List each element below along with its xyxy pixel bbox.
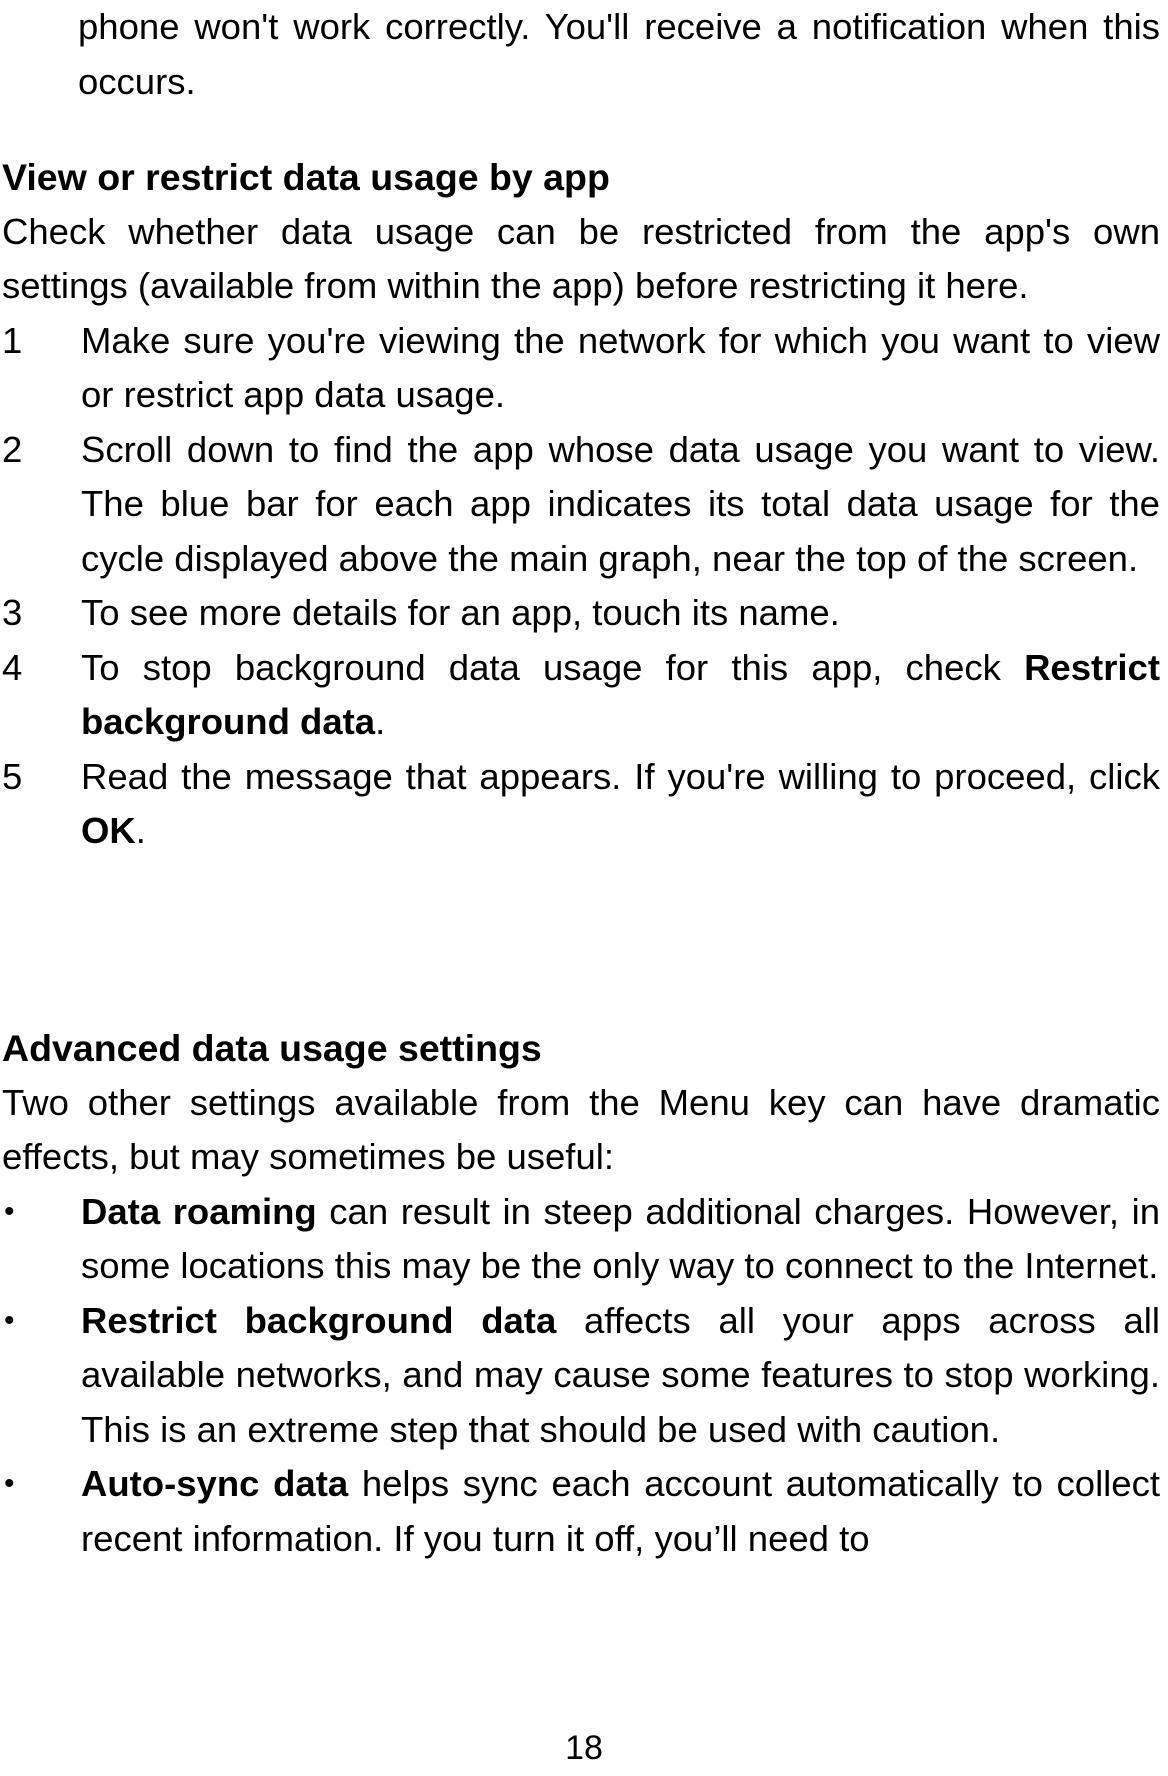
- list-item: [2, 641, 1160, 750]
- list-item: [2, 586, 1160, 641]
- list-item: [2, 1294, 1160, 1458]
- section-heading: Advanced data usage settings: [2, 1027, 542, 1069]
- list-item: [2, 750, 1160, 859]
- step-number: 4: [2, 646, 23, 688]
- step-number: 5: [2, 755, 23, 797]
- emphasis-label: Auto-sync data: [81, 1463, 349, 1504]
- emphasis-label: Restrict background data: [81, 1299, 557, 1341]
- bullet-text: affects all your apps across all available networks, and may cause some features to stop working. This is an extreme step that should be used with caution.: [81, 1299, 1161, 1450]
- bullet-icon: •: [4, 1467, 15, 1500]
- emphasis-label: Data roaming: [81, 1190, 317, 1232]
- step-text: To see more details for an app, touch its name.: [81, 592, 840, 633]
- step-number: 3: [2, 592, 23, 633]
- list-item: [2, 1185, 1160, 1294]
- list-item: [2, 423, 1160, 587]
- bullet-list: [2, 1185, 1160, 1567]
- step-text: To stop background data usage for this app, check Restrict background data.: [81, 646, 1160, 742]
- emphasis-label: Restrict background data: [81, 646, 1160, 742]
- step-number: 1: [2, 319, 23, 361]
- step-number: 2: [2, 428, 23, 470]
- section-advanced-settings: [2, 1021, 1160, 1566]
- section-view-restrict: [2, 150, 1160, 859]
- bullet-icon: •: [4, 1303, 15, 1337]
- section-intro: Check whether data usage can be restricted from the app's own settings (available from within the app) before restricting it here.: [2, 210, 1160, 306]
- list-item: [2, 314, 1160, 423]
- steps-list: [2, 314, 1160, 859]
- continued-paragraph: phone won't work correctly. You'll receive a notification when this occurs.: [78, 6, 1160, 102]
- step-text: Make sure you're viewing the network for which you want to view or restrict app data usage.: [81, 319, 1160, 415]
- step-text: Scroll down to find the app whose data usage you want to view. The blue bar for each app indicates its total data usage for the cycle displayed above the main graph, near the top of the screen.: [81, 428, 1160, 579]
- step-text: Read the message that appears. If you're willing to proceed, click OK.: [81, 755, 1160, 851]
- bullet-text: helps sync each account automatically to collect recent information. If you turn it off, you’ll need to: [81, 1463, 1160, 1559]
- section-intro: Two other settings available from the Menu key can have dramatic effects, but may sometimes be useful:: [2, 1081, 1160, 1177]
- list-item: [2, 1457, 1160, 1566]
- bullet-text: can result in steep additional charges. However, in some locations this may be the only way to connect to the Internet.: [81, 1190, 1160, 1286]
- page-number: 18: [565, 1729, 603, 1767]
- bullet-icon: •: [4, 1194, 15, 1228]
- emphasis-label: OK: [81, 810, 136, 851]
- section-heading: View or restrict data usage by app: [2, 156, 610, 198]
